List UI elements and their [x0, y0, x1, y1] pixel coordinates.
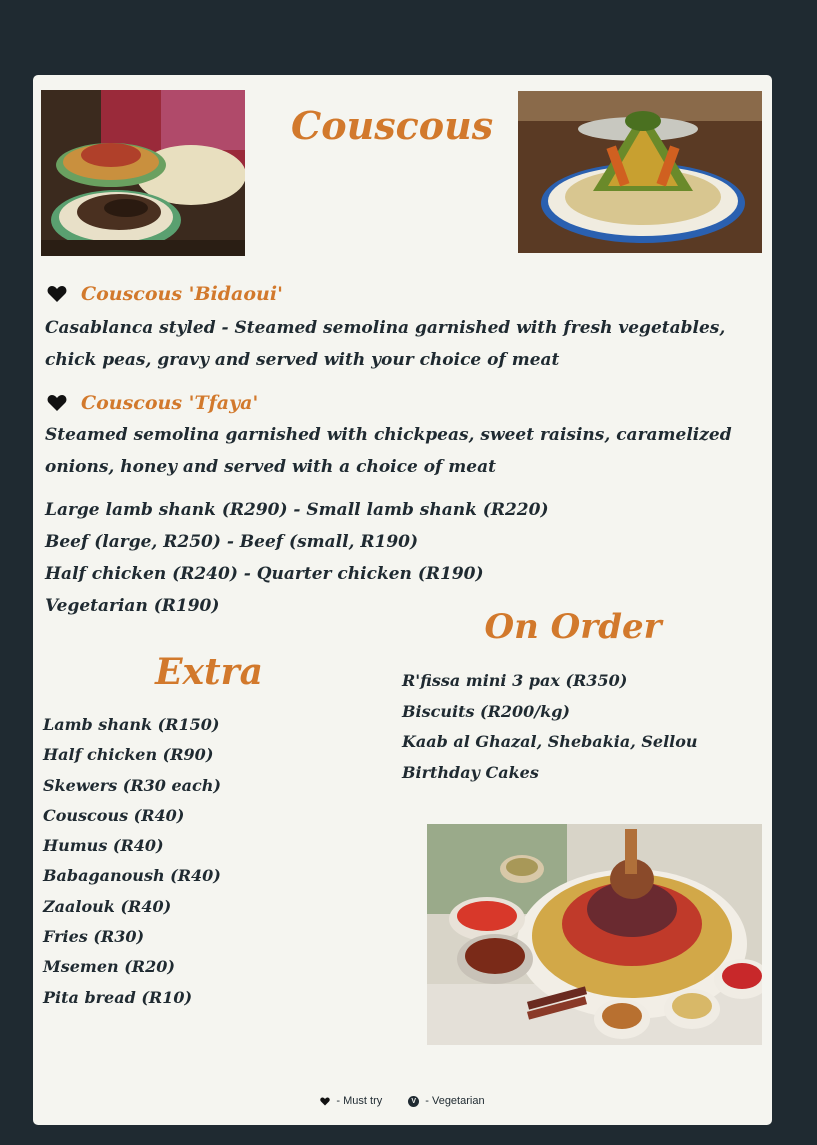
dish-name: Couscous 'Bidaoui'	[81, 283, 283, 305]
heart-icon	[320, 1097, 330, 1106]
price-line: Beef (large, R250) - Beef (small, R190)	[45, 532, 419, 552]
extra-item: Lamb shank (R150)	[43, 715, 220, 734]
vegetarian-icon: V	[408, 1096, 419, 1107]
extra-item: Fries (R30)	[43, 927, 145, 947]
extra-item: Zaalouk (R40)	[43, 896, 172, 916]
price-line: Large lamb shank (R290) - Small lamb shank (R220)	[45, 500, 549, 520]
heart-icon	[47, 394, 67, 412]
extra-item: Msemen (R20)	[43, 957, 175, 977]
couscous-photo-left	[41, 90, 245, 256]
dish-description: Steamed semolina garnished with chickpeas, sweet raisins, caramelized onions, honey and served with a choice of meat	[45, 425, 732, 477]
extra-item: Pita bread (R10)	[43, 987, 193, 1007]
dish-item-tfaya	[47, 392, 258, 414]
heart-icon	[47, 285, 67, 303]
on-order-item: R'fissa mini 3 pax (R350)	[402, 671, 628, 690]
legend	[33, 1095, 772, 1107]
legend-must-try: - Must try	[336, 1095, 383, 1107]
couscous-photo-bottom	[427, 824, 762, 1045]
on-order-item: Kaab al Ghazal, Shebakia, Sellou	[402, 732, 698, 751]
on-order-item: Biscuits (R200/kg)	[402, 701, 570, 721]
dish-description: Casablanca styled - Steamed semolina garnished with fresh vegetables, chick peas, gravy and served with your choice of meat	[45, 318, 726, 370]
dish-item-bidaoui	[47, 283, 283, 305]
price-line: Vegetarian (R190)	[45, 596, 220, 616]
on-order-title: On Order	[484, 607, 662, 647]
extra-item: Skewers (R30 each)	[43, 775, 221, 795]
extra-item: Half chicken (R90)	[43, 745, 214, 765]
couscous-photo-right	[518, 91, 762, 253]
extra-list	[43, 710, 221, 1013]
legend-vegetarian: - Vegetarian	[425, 1095, 485, 1107]
price-line: Half chicken (R240) - Quarter chicken (R190)	[45, 564, 484, 584]
page-title: Couscous	[291, 103, 494, 148]
extra-title: Extra	[155, 651, 263, 693]
dish-name: Couscous 'Tfaya'	[81, 392, 259, 414]
price-list	[45, 494, 549, 622]
menu-card	[33, 75, 772, 1125]
on-order-list	[402, 666, 698, 788]
on-order-item: Birthday Cakes	[402, 762, 539, 782]
extra-item: Humus (R40)	[43, 836, 164, 856]
extra-item: Couscous (R40)	[43, 805, 185, 825]
extra-item: Babaganoush (R40)	[43, 866, 221, 886]
